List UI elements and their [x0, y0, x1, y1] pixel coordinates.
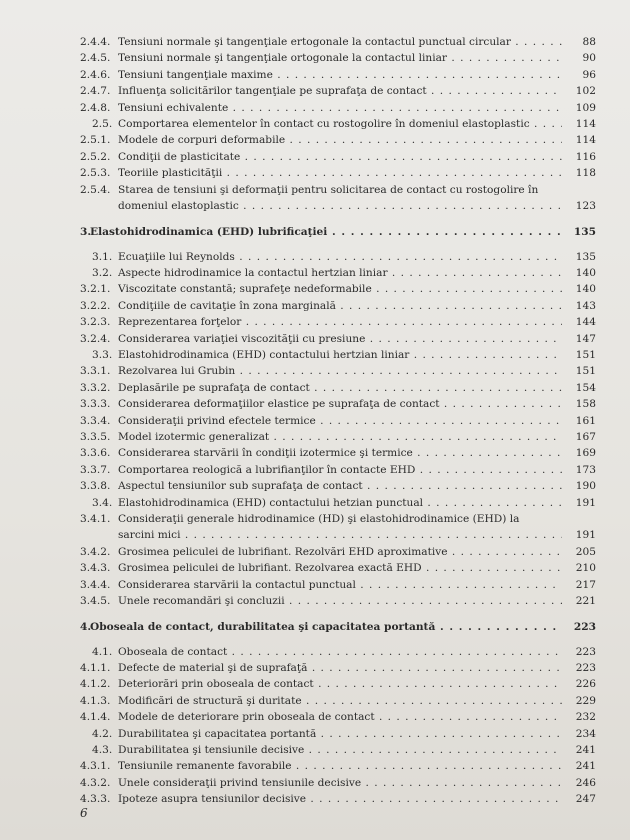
entry-number: 2.5.: [92, 117, 113, 130]
entry-page: 229: [575, 694, 596, 707]
entry-title: Reprezentarea forţelor . . .: [118, 314, 562, 330]
toc-entry: [0, 314, 630, 330]
entry-number: 3.3.7.: [80, 463, 111, 476]
entry-page: 210: [575, 562, 596, 575]
toc-entry: [0, 478, 630, 494]
entry-page: 114: [575, 134, 596, 147]
entry-title: Considerarea starvării la contactul punctual . . .: [118, 577, 562, 593]
entry-page: 226: [575, 678, 596, 691]
entry-page: 190: [575, 480, 596, 493]
entry-title: Influenţa solicitărilor tangenţiale pe suprafaţa de contact . . .: [118, 83, 562, 99]
entry-title: Ecuaţiile lui Reynolds . . .: [118, 249, 562, 265]
entry-title: Deplasările pe suprafaţa de contact . . .: [118, 380, 562, 396]
chapter-page: 223: [573, 621, 596, 634]
entry-number: 3.2.4.: [80, 332, 111, 345]
entry-title: Grosimea peliculei de lubrifiant. Rezolvări EHD aproximative . . .: [118, 544, 562, 560]
toc-entry: [0, 593, 630, 609]
toc-entry: [0, 396, 630, 412]
toc-entry: [0, 709, 630, 725]
entry-title: Unele recomandări şi concluzii . . .: [118, 593, 562, 609]
entry-title: Considerarea starvării în condiţii izotermice şi termice . . .: [118, 445, 562, 461]
toc-entry: [0, 676, 630, 692]
entry-number: 4.1.2.: [80, 678, 111, 691]
entry-title: Oboseala de contact . . .: [118, 644, 562, 660]
entry-number: 3.2.2.: [80, 299, 111, 312]
entry-number: 3.3.1.: [80, 365, 111, 378]
entry-page: 118: [575, 167, 596, 180]
entry-page: 114: [575, 117, 596, 130]
entry-title: Unele consideraţii privind tensiunile decisive . . .: [118, 775, 562, 791]
entry-number: 3.4.5.: [80, 594, 111, 607]
entry-page: 234: [575, 727, 596, 740]
toc-entry: [0, 380, 630, 396]
entry-title: Consideraţii generale hidrodinamice (HD) şi elastohidrodinamice (EHD) la: [118, 512, 520, 525]
page-number-mark: 6: [80, 806, 88, 820]
entry-title: Viscozitate constantă; suprafeţe nedeformabile . . .: [118, 281, 562, 297]
entry-page: 135: [575, 250, 596, 263]
entry-page: 123: [575, 199, 596, 212]
entry-number: 3.4.1.: [80, 512, 111, 525]
toc-entry: [0, 363, 630, 379]
entry-number: 3.4.2.: [80, 545, 111, 558]
toc-entry: [0, 742, 630, 758]
entry-page: 167: [575, 430, 596, 443]
entry-number: 3.4.3.: [80, 562, 111, 575]
entry-number: 3.2.1.: [80, 283, 111, 296]
toc-entry: [0, 791, 630, 807]
entry-page: 191: [575, 496, 596, 509]
entry-page: 88: [582, 36, 596, 48]
entry-page: 247: [575, 793, 596, 806]
entry-number: 3.2.: [92, 267, 113, 280]
entry-title: Considerarea variaţiei viscozităţii cu presiune . . .: [118, 331, 562, 347]
entry-title: Ipoteze asupra tensiunilor decisive . . .: [118, 791, 562, 807]
entry-page: 90: [582, 52, 596, 65]
entry-page: 151: [575, 349, 596, 362]
toc-entry: [0, 495, 630, 511]
table-of-contents: [0, 34, 630, 808]
entry-title: Model izotermic generalizat . . .: [118, 429, 562, 445]
entry-title: Aspectul tensiunilor sub suprafaţa de contact . . .: [118, 478, 562, 494]
toc-entry: [0, 116, 630, 132]
entry-number: 4.1.4.: [80, 711, 111, 724]
toc-entry: [0, 644, 630, 660]
entry-number: 4.1.1.: [80, 662, 111, 675]
entry-number: 3.3.6.: [80, 447, 111, 460]
entry-number: 4.3.2.: [80, 776, 111, 789]
chapter-number: 3.: [80, 226, 92, 239]
entry-title: Tensiuni echivalente . . .: [118, 100, 562, 116]
toc-entry: [0, 429, 630, 445]
entry-title: Elastohidrodinamica (EHD) contactului hertzian liniar . . .: [118, 347, 562, 363]
entry-title: Tensiuni normale şi tangenţiale ertogonale la contactul punctual circular . . .: [118, 34, 562, 50]
toc-entry: [0, 660, 630, 676]
entry-number: 4.1.: [92, 645, 113, 658]
entry-number: 2.4.7.: [80, 85, 111, 98]
chapter-heading: [0, 619, 630, 635]
entry-page: 140: [575, 267, 596, 280]
toc-entry: [0, 34, 630, 50]
toc-entry-continuation: [0, 527, 630, 543]
toc-entry: [0, 249, 630, 265]
toc-entry: [0, 50, 630, 66]
chapter-number: 4.: [80, 621, 92, 634]
entry-page: 205: [575, 545, 596, 558]
entry-number: 3.3.3.: [80, 398, 111, 411]
toc-entry: [0, 758, 630, 774]
entry-page: 223: [575, 662, 596, 675]
entry-page: 221: [575, 594, 596, 607]
entry-number: 2.5.4.: [80, 183, 111, 196]
entry-page: 151: [575, 365, 596, 378]
entry-page: 144: [575, 316, 596, 329]
entry-number: 4.2.: [92, 727, 113, 740]
toc-entry: [0, 149, 630, 165]
entry-title: Consideraţii privind efectele termice . . .: [118, 413, 562, 429]
entry-number: 2.5.1.: [80, 134, 111, 147]
entry-page: 109: [575, 101, 596, 114]
entry-number: 3.2.3.: [80, 316, 111, 329]
entry-title: Aspecte hidrodinamice la contactul hertzian liniar . . .: [118, 265, 562, 281]
toc-entry: [0, 347, 630, 363]
entry-page: 169: [575, 447, 596, 460]
entry-number: 2.4.6.: [80, 68, 111, 81]
entry-page: 223: [575, 645, 596, 658]
entry-page: 241: [575, 744, 596, 757]
entry-number: 3.3.2.: [80, 381, 111, 394]
entry-title: Tensiuni tangenţiale maxime . . .: [118, 67, 562, 83]
entry-title: Considerarea deformaţiilor elastice pe suprafaţa de contact . . .: [118, 396, 562, 412]
toc-entry: [0, 413, 630, 429]
entry-page: 246: [575, 776, 596, 789]
toc-entry: [0, 100, 630, 116]
toc-entry: [0, 165, 630, 181]
toc-entry: [0, 577, 630, 593]
entry-title: Defecte de material şi de suprafaţă . . .: [118, 660, 562, 676]
entry-title: Grosimea peliculei de lubrifiant. Rezolvarea exactă EHD . . .: [118, 560, 562, 576]
entry-title: Durabilitatea şi capacitatea portantă . . .: [118, 726, 562, 742]
toc-entry: [0, 265, 630, 281]
toc-entry: [0, 560, 630, 576]
entry-title: Comportarea elementelor în contact cu rostogolire în domeniul elastoplastic . . .: [118, 116, 562, 132]
entry-number: 2.5.3.: [80, 167, 111, 180]
entry-title: Condiţiile de cavitaţie în zona marginală . . .: [118, 298, 562, 314]
entry-page: 147: [575, 332, 596, 345]
entry-page: 116: [575, 150, 596, 163]
entry-number: 3.3.: [92, 349, 113, 362]
entry-page: 154: [575, 381, 596, 394]
entry-number: 3.1.: [92, 250, 113, 263]
entry-number: 4.3.1.: [80, 760, 111, 773]
toc-entry: [0, 132, 630, 148]
entry-number: 2.5.2.: [80, 150, 111, 163]
toc-entry: [0, 511, 630, 527]
entry-title: domeniul elastoplastic . . .: [118, 198, 562, 214]
entry-number: 4.3.: [92, 744, 113, 757]
entry-title: Deteriorări prin oboseala de contact . . .: [118, 676, 562, 692]
entry-page: 96: [582, 68, 596, 81]
toc-entry: [0, 182, 630, 198]
entry-number: 4.3.3.: [80, 793, 111, 806]
entry-title: Starea de tensiuni şi deformaţii pentru solicitarea de contact cu rostogolire în: [118, 183, 539, 196]
toc-entry: [0, 67, 630, 83]
entry-title: Modele de deteriorare prin oboseala de contact . . .: [118, 709, 562, 725]
entry-title: Durabilitatea şi tensiunile decisive . . .: [118, 742, 562, 758]
entry-page: 161: [575, 414, 596, 427]
entry-title: Rezolvarea lui Grubin . . .: [118, 363, 562, 379]
toc-entry: [0, 445, 630, 461]
spacer: [0, 636, 630, 644]
entry-number: 3.3.5.: [80, 430, 111, 443]
entry-number: 3.3.8.: [80, 480, 111, 493]
toc-entry: [0, 693, 630, 709]
chapter-page: 135: [573, 226, 596, 239]
entry-title: Comportarea reologică a lubrifianţilor în contacte EHD . . .: [118, 462, 562, 478]
entry-page: 241: [575, 760, 596, 773]
entry-page: 143: [575, 299, 596, 312]
entry-page: 140: [575, 283, 596, 296]
toc-entry: [0, 462, 630, 478]
entry-title: Tensiuni normale şi tangenţiale ortogonale la contactul liniar . . .: [118, 50, 562, 66]
entry-number: 3.4.: [92, 496, 113, 509]
entry-number: 2.4.5.: [80, 52, 111, 65]
toc-entry: [0, 281, 630, 297]
toc-entry: [0, 775, 630, 791]
entry-page: 158: [575, 398, 596, 411]
entry-title: Modificări de structură şi duritate . . .: [118, 693, 562, 709]
entry-number: 2.4.8.: [80, 101, 111, 114]
chapter-title: Elastohidrodinamica (EHD) lubrificaţiei . . .: [90, 224, 562, 240]
toc-entry: [0, 83, 630, 99]
entry-title: Condiţii de plasticitate . . .: [118, 149, 562, 165]
entry-title: Teoriile plasticităţii . . .: [118, 165, 562, 181]
entry-title: sarcini mici . . .: [118, 527, 562, 543]
spacer: [0, 241, 630, 249]
entry-page: 217: [575, 578, 596, 591]
entry-title: Modele de corpuri deformabile . . .: [118, 132, 562, 148]
entry-number: 2.4.4.: [80, 36, 111, 48]
entry-number: 3.3.4.: [80, 414, 111, 427]
entry-page: 191: [575, 529, 596, 542]
chapter-heading: [0, 224, 630, 240]
entry-title: Elastohidrodinamica (EHD) contactului hetzian punctual . . .: [118, 495, 562, 511]
toc-entry: [0, 331, 630, 347]
entry-number: 3.4.4.: [80, 578, 111, 591]
toc-entry-continuation: [0, 198, 630, 214]
toc-entry: [0, 726, 630, 742]
toc-entry: [0, 544, 630, 560]
toc-entry: [0, 298, 630, 314]
chapter-title: Oboseala de contact, durabilitatea şi capacitatea portantă . . .: [90, 619, 562, 635]
entry-page: 102: [575, 85, 596, 98]
entry-page: 232: [575, 711, 596, 724]
entry-number: 4.1.3.: [80, 694, 111, 707]
entry-title: Tensiunile remanente favorabile . . .: [118, 758, 562, 774]
entry-page: 173: [575, 463, 596, 476]
